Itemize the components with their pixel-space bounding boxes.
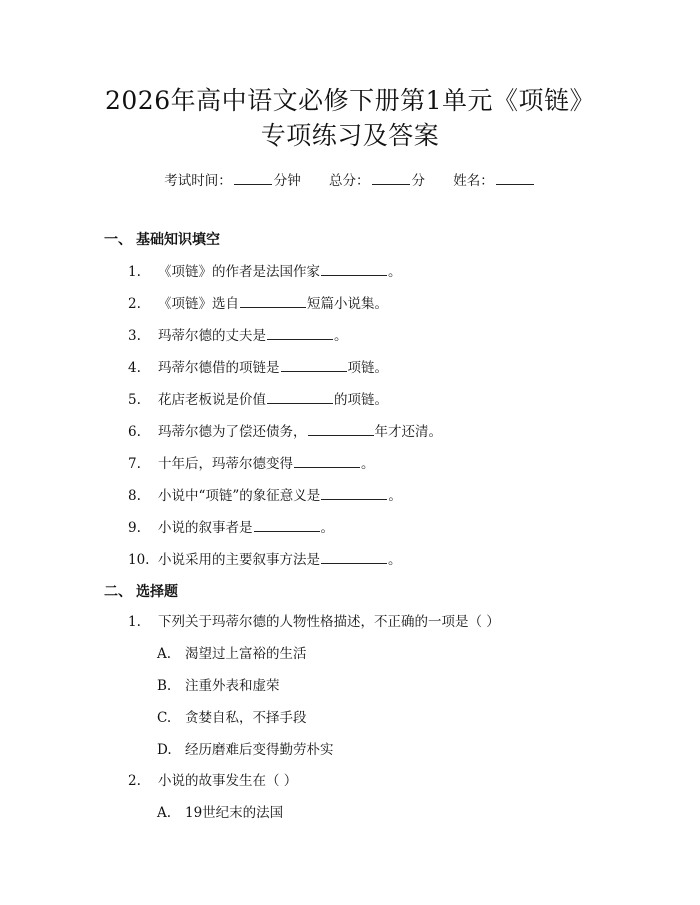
section-heading-fill-in xyxy=(104,229,220,249)
fill-question-3: 3. 玛蒂尔德的丈夫是 。 xyxy=(128,328,348,344)
fill-question-8: 8. 小说中“项链”的象征意义是 。 xyxy=(128,488,402,504)
name-field xyxy=(453,169,536,189)
total-score-blank xyxy=(372,172,410,185)
name-blank xyxy=(496,172,534,185)
page-subtitle: 专项练习及答案 xyxy=(260,121,440,150)
exam-time-blank xyxy=(234,172,272,185)
fill-question-7: 7. 十年后，玛蒂尔德变得 。 xyxy=(128,456,375,472)
exam-info-row xyxy=(0,169,700,189)
choice-option-a: A. 19世纪末的法国 xyxy=(157,805,284,821)
fill-question-9: 9. 小说的叙事者是 。 xyxy=(128,520,334,536)
section-title: 基础知识填空 xyxy=(136,232,220,248)
fill-question-5: 5. 花店老板说是价值 的项链。 xyxy=(128,392,388,408)
answer-blank xyxy=(281,358,347,372)
answer-blank xyxy=(267,390,333,404)
fill-question-2: 2. 《项链》选自 短篇小说集。 xyxy=(128,296,388,312)
fill-question-6: 6. 玛蒂尔德为了偿还债务， 年才还清。 xyxy=(128,424,442,440)
total-score-field xyxy=(329,169,425,189)
choice-option-c: C. 贪婪自私，不择手段 xyxy=(157,710,307,726)
fill-question-4: 4. 玛蒂尔德借的项链是 项链。 xyxy=(128,360,388,376)
fill-question-10: 10. 小说采用的主要叙事方法是 。 xyxy=(128,552,402,568)
exam-time-field xyxy=(164,169,301,189)
choice-option-d: D. 经历磨难后变得勤劳朴实 xyxy=(157,742,334,758)
total-score-unit: 分 xyxy=(411,173,425,189)
choice-question-2: 2. 小说的故事发生在（ ） xyxy=(128,773,298,789)
answer-blank xyxy=(267,326,333,340)
section-number: 二、 xyxy=(104,584,132,600)
choice-option-a: A. 渴望过上富裕的生活 xyxy=(157,646,307,662)
exam-time-unit: 分钟 xyxy=(273,173,301,189)
answer-blank xyxy=(240,294,306,308)
answer-blank xyxy=(254,518,320,532)
name-label: 姓名： xyxy=(453,173,494,189)
answer-blank xyxy=(294,454,360,468)
choice-option-b: B. 注重外表和虚荣 xyxy=(157,678,280,694)
answer-blank xyxy=(321,550,387,564)
total-score-label: 总分： xyxy=(329,173,370,189)
fill-question-1: 1. 《项链》的作者是法国作家 。 xyxy=(128,264,402,280)
answer-blank xyxy=(308,422,374,436)
exam-time-label: 考试时间： xyxy=(164,173,232,189)
answer-blank xyxy=(321,262,387,276)
choice-question-1: 1. 下列关于玛蒂尔德的人物性格描述，不正确的一项是（ ） xyxy=(128,614,500,630)
section-heading-multiple-choice xyxy=(104,581,178,601)
section-number: 一、 xyxy=(104,232,132,248)
answer-blank xyxy=(321,486,387,500)
page-title: 2026年高中语文必修下册第1单元《项链》 xyxy=(104,86,596,115)
section-title: 选择题 xyxy=(136,584,178,600)
